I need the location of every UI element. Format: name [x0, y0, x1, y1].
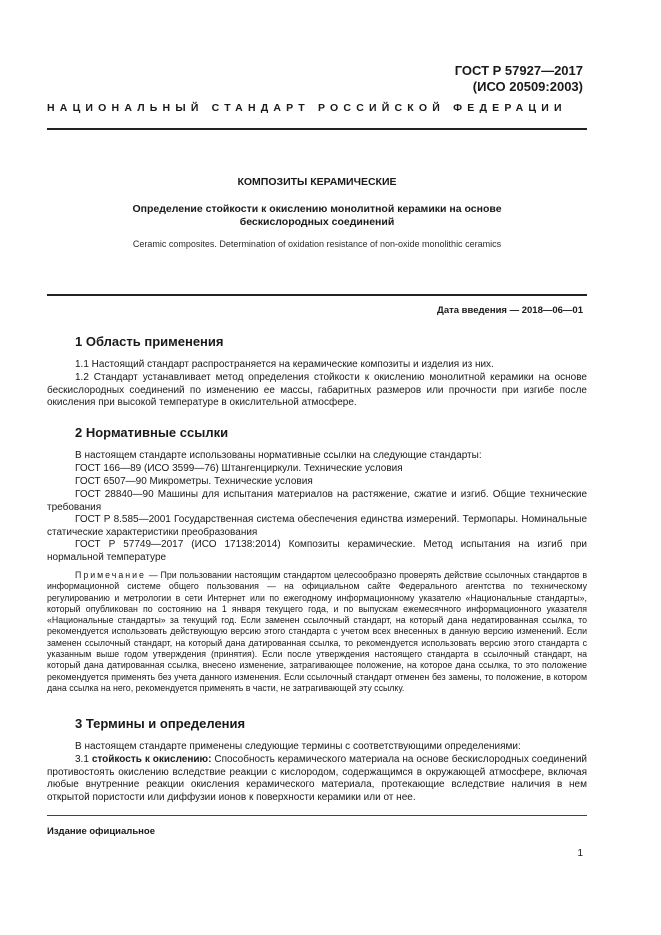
note-label: Примечание — [75, 570, 146, 580]
note-text: — При пользовании настоящим стандартом целесообразно проверять действие ссылочных стандартов в информационной системе общего пользования — на официальном сайте Федерального агентства по техническому регулированию и метрологии в сети Интернет или по ежегодному информационному указателю «Национальные стандарты», который опубликован по состоянию на 1 января текущего года, и по выпускам ежемесячного информационного указателя «Национальные стандарты» за текущий год. Если заменен ссылочный стандарт, на который дана недатированная ссылка, то рекомендуется использовать действующую версию этого стандарта с учетом всех внесенных в данную версию изменений. Если заменен ссылочный стандарт, на который дана датированная ссылка, то рекомендуется использовать версию этого стандарта с указанным выше годом утверждения (принятия). Если после утверждения настоящего стандарта в ссылочный стандарт, на который дана датированная ссылка, внесено изменение, затрагивающее положение, на которое дана ссылка, то это положение рекомендуется применять без учета данного изменения. Если ссылочный стандарт отменен без замены, то положение, в котором дана ссылка на него, рекомендуется применять в части, не затрагивающей эту ссылку. — [47, 570, 587, 693]
page-number: 1 — [577, 848, 583, 859]
reference-item: ГОСТ 166—89 (ИСО 3599—76) Штангенциркули. Технические условия — [75, 463, 403, 474]
reference-note — [47, 570, 587, 694]
document-subtitle: Определение стойкости к окислению монолитной керамики на основе бескислородных соединений — [132, 203, 502, 228]
section-2-heading: 2 Нормативные ссылки — [75, 425, 229, 440]
standard-code: ГОСТ Р 57927—2017 — [454, 63, 583, 78]
title-rule — [47, 294, 587, 296]
section-1-heading: 1 Область применения — [75, 334, 224, 349]
reference-item: ГОСТ Р 57749—2017 (ИСО 17138:2014) Композиты керамические. Метод испытания на изгиб при нормальной температуре — [47, 539, 587, 563]
header-rule — [47, 128, 587, 130]
term-number: 3.1 — [75, 754, 92, 765]
section-3-intro: В настоящем стандарте применены следующие термины с соответствующими определениями: — [75, 741, 521, 752]
iso-code: (ИСО 20509:2003) — [472, 79, 583, 94]
document-title: КОМПОЗИТЫ КЕРАМИЧЕСКИЕ — [237, 176, 397, 188]
national-standard-banner: НАЦИОНАЛЬНЫЙ СТАНДАРТ РОССИЙСКОЙ ФЕДЕРАЦИИ — [47, 102, 567, 114]
term-name: стойкость к окислению: — [91, 754, 212, 765]
term-definition — [47, 754, 587, 804]
edition-label: Издание официальное — [47, 826, 155, 837]
section-1-paragraph-2: 1.2 Стандарт устанавливает метод определения стойкости к окислению монолитной керамики на основе бескислородных соединений по изменению ее массы, габаритных размеров или прочности при изгибе после окисления при высокой температуре в окислительной атмосфере. — [47, 372, 587, 408]
section-1-paragraph-1: 1.1 Настоящий стандарт распространяется на керамические композиты и изделия из них. — [75, 359, 494, 370]
term-definition-text: Способность керамического материала на основе бескислородных соединений противостоять окислению вследствие реакции с кислородом, содержащимся в окружающей атмосфере, включая любые внутренние реакции окисления керамического материала, протекающие вследствие наличия в нем открытой пористости или диффузии ионов к поверхности керамики или от нее. — [47, 754, 587, 803]
introduction-date: Дата введения — 2018—06—01 — [437, 305, 583, 316]
reference-item: ГОСТ Р 8.585—2001 Государственная система обеспечения единства измерений. Термопары. Номинальные статические характеристики преобразования — [47, 514, 587, 538]
footer-rule — [47, 815, 587, 816]
section-3-heading: 3 Термины и определения — [75, 716, 246, 731]
reference-item: ГОСТ 28840—90 Машины для испытания материалов на растяжение, сжатие и изгиб. Общие технические требования — [47, 489, 587, 513]
reference-item: ГОСТ 6507—90 Микрометры. Технические условия — [75, 476, 313, 487]
english-title: Ceramic composites. Determination of oxidation resistance of non-oxide monolithic ceramics — [132, 239, 502, 249]
section-2-intro: В настоящем стандарте использованы нормативные ссылки на следующие стандарты: — [75, 450, 482, 461]
